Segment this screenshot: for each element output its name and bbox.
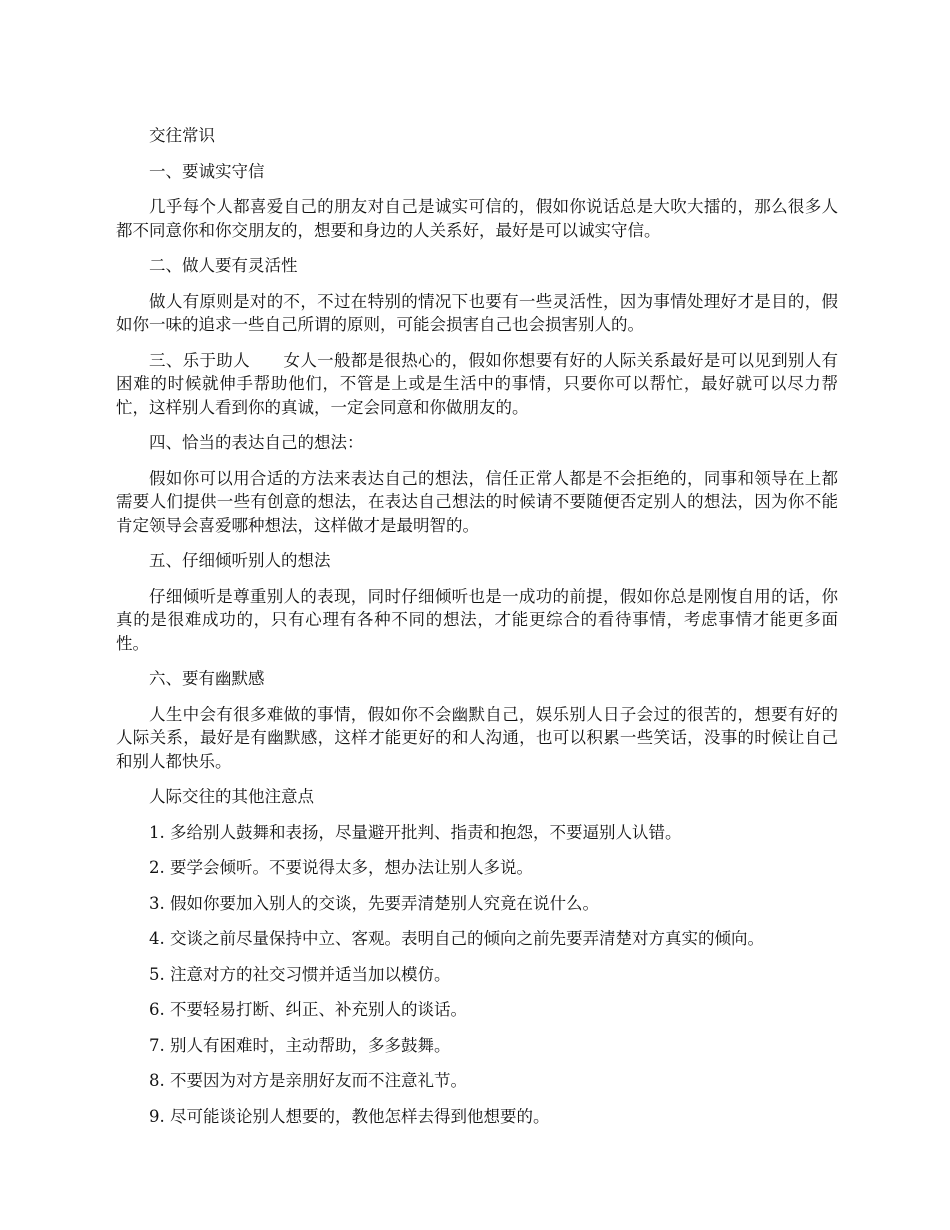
notes-heading: 人际交往的其他注意点: [149, 787, 314, 806]
section-body-4: 假如你可以用合适的方法来表达自己的想法，信任正常人都是不会拒绝的，同事和领导在上都需要人们提供一些有创意的想法，在表达自己想法的时候请不要随便否定别人的想法，因为你不能肯定领导会喜爱哪种想法，这样做才是最明智的。: [116, 468, 838, 535]
section-heading-2: 二、做人要有灵活性: [149, 256, 298, 275]
section-heading-6: 六、要有幽默感: [149, 669, 265, 688]
list-item: 5. 注意对方的社交习惯并适当加以模仿。: [149, 964, 451, 984]
list-item: 3. 假如你要加入别人的交谈，先要弄清楚别人究竟在说什么。: [149, 893, 599, 913]
section-heading-4: 四、恰当的表达自己的想法：: [149, 433, 364, 452]
list-item: 8. 不要因为对方是亲朋好友而不注意礼节。: [149, 1071, 467, 1090]
section-heading-3: 三、乐于助人 女人一般都是很热心的，假如你想要有好的人际关系最好是可以见到别人有困难的时候就伸手帮助他们，不管是上或是生活中的事情，只要你可以帮忙，最好就可以尽力帮忙，这样别人看到你的真诚，一定会同意和你做朋友的。: [116, 350, 838, 417]
list-item: 7. 别人有困难时，主动帮助，多多鼓舞。: [149, 1035, 451, 1055]
list-item: 2. 要学会倾听。不要说得太多，想办法让别人多说。: [149, 858, 533, 877]
document-title: 交往常识: [149, 126, 215, 145]
section-body-6: 人生中会有很多难做的事情，假如你不会幽默自己，娱乐别人日子会过的很苦的，想要有好的人际关系，最好是有幽默感，这样才能更好的和人沟通，也可以积累一些笑话，没事的时候让自己和别人都快乐。: [116, 704, 838, 771]
section-heading-1: 一、要诚实守信: [149, 161, 265, 181]
list-item: 1. 多给别人鼓舞和表扬，尽量避开批判、指责和抱怨，不要逼别人认错。: [149, 822, 682, 842]
section-body-5: 仔细倾听是尊重别人的表现，同时仔细倾听也是一成功的前提，假如你总是刚愎自用的话，你真的是很难成功的，只有心理有各种不同的想法，才能更综合的看待事情，考虑事情才能更多面性。: [116, 586, 838, 653]
list-item: 4. 交谈之前尽量保持中立、客观。表明自己的倾向之前先要弄清楚对方真实的倾向。: [149, 929, 764, 948]
section-heading-5: 五、仔细倾听别人的想法: [149, 551, 331, 570]
list-item: 6. 不要轻易打断、纠正、补充别人的谈话。: [149, 1000, 467, 1019]
list-item: 9. 尽可能谈论别人想要的，教他怎样去得到他想要的。: [149, 1106, 550, 1126]
section-body-2: 做人有原则是对的不，不过在特别的情况下也要有一些灵活性，因为事情处理好才是目的，假如你一味的追求一些自己所谓的原则，可能会损害自己也会损害别人的。: [116, 291, 838, 334]
document-body: [116, 124, 838, 1140]
section-body-1: 几乎每个人都喜爱自己的朋友对自己是诚实可信的，假如你说话总是大吹大擂的，那么很多人都不同意你和你交朋友的，想要和身边的人关系好，最好是可以诚实守信。: [116, 197, 838, 240]
